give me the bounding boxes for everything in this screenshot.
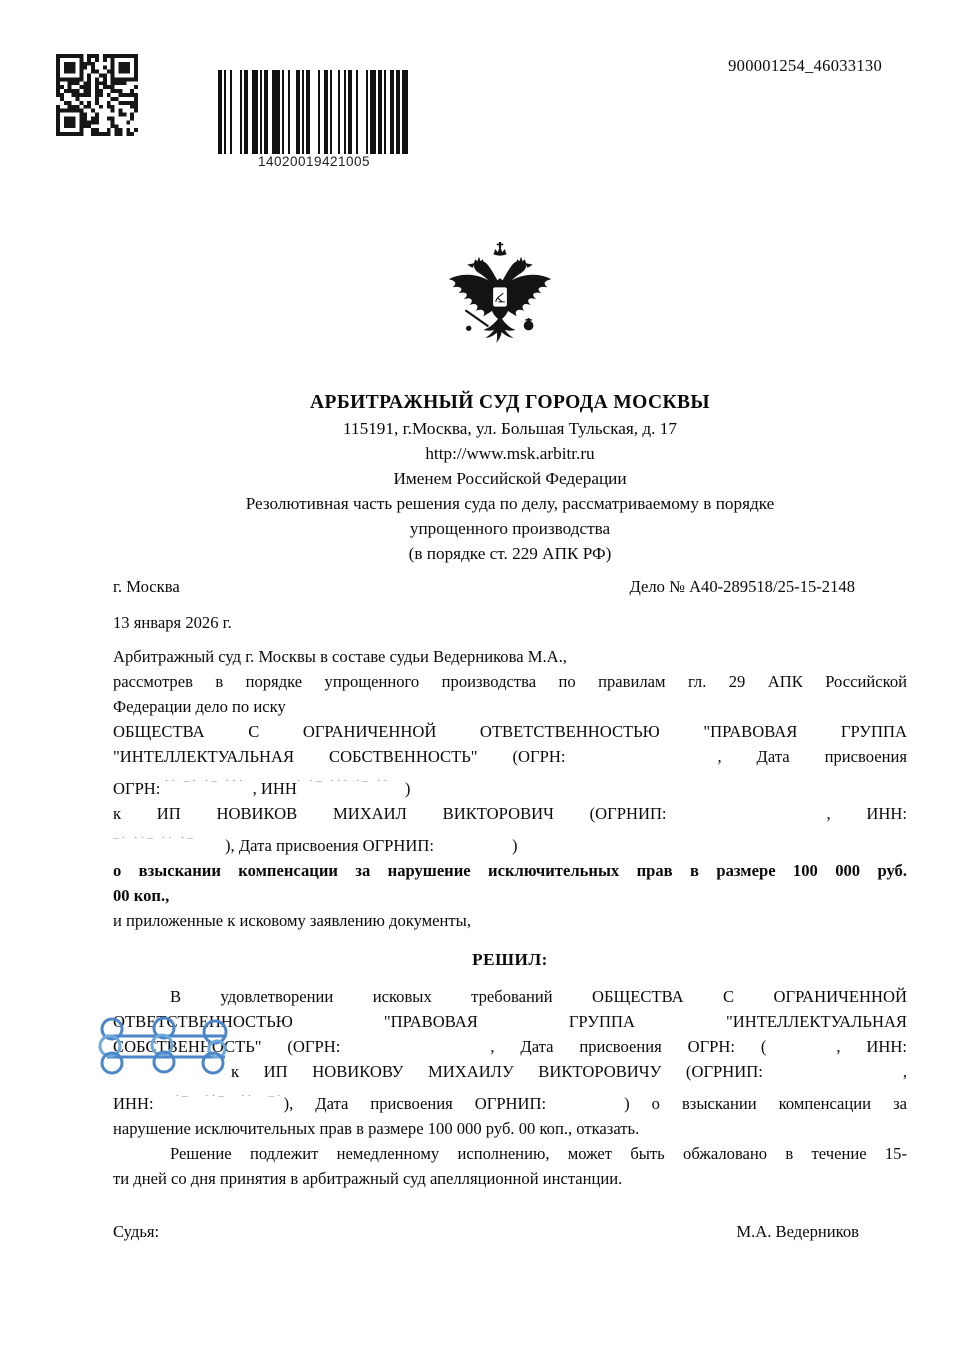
paragraph-defendant: [113, 801, 907, 858]
text-segment: "ИНТЕЛЛЕКТУАЛЬНАЯ СОБСТВЕННОСТЬ" (ОГРН:: [113, 747, 566, 766]
text-segment: , ИНН:: [826, 804, 907, 823]
text-line: В удовлетворении исковых требований ОБЩЕСТВА С ОГРАНИЧЕННОЙ: [170, 987, 907, 1006]
judge-name: М.А. Ведерников: [736, 1222, 859, 1241]
in-name-of-line: Именем Российской Федерации: [393, 469, 627, 488]
paragraph-attachments: и приложенные к исковому заявлению документы,: [113, 911, 471, 930]
barcode-value: 14020019421005: [257, 154, 371, 169]
text-line: ти дней со дня принятия в арбитражный суд апелляционной инстанции.: [113, 1169, 623, 1188]
text-segment: ), Дата присвоения ОГРНИП:: [283, 1094, 547, 1113]
document-body: [113, 390, 907, 1244]
text-segment: ,: [902, 1062, 907, 1081]
redaction-marks: · ·– ··· ·– ··: [296, 775, 391, 787]
paragraph-court-composition: Арбитражный суд г. Москвы в составе судьи Ведерникова М.А.,: [113, 647, 567, 666]
barcode-icon: [218, 70, 410, 154]
text-segment: к ИП НОВИКОВ МИХАИЛ ВИКТОРОВИЧ (ОГРНИП:: [113, 804, 667, 823]
text-segment: , Дата присвоения: [717, 747, 908, 766]
document-id: 900001254_46033130: [728, 56, 882, 75]
text-segment: ), Дата присвоения ОГРНИП:: [225, 836, 434, 855]
redaction-marks: ·· –· ·– ···: [164, 775, 246, 787]
text-line: рассмотрев в порядке упрощенного производства по правилам гл. 29 АПК Российской: [113, 672, 907, 691]
barcode: [218, 70, 410, 169]
text-segment: ): [511, 836, 518, 855]
paragraph-claim: [113, 858, 907, 908]
text-segment: , ИНН:: [836, 1037, 907, 1056]
coat-of-arms-icon: [438, 226, 562, 368]
paragraph-procedure: [113, 669, 907, 719]
text-line: ОТВЕТСТВЕННОСТЬЮ "ПРАВОВАЯ ГРУППА "ИНТЕЛЛЕКТУАЛЬНАЯ: [113, 1012, 907, 1031]
pen-annotation: [95, 1016, 237, 1078]
decision-date: 13 января 2026 г.: [113, 613, 232, 632]
text-segment: ): [404, 779, 411, 798]
qr-code-icon: [56, 54, 138, 136]
court-name: АРБИТРАЖНЫЙ СУД ГОРОДА МОСКВЫ: [310, 392, 710, 413]
case-number: Дело № А40-289518/25-15-2148: [629, 577, 855, 596]
text-segment: , Дата присвоения ОГРН: (: [490, 1037, 767, 1056]
text-segment: ОГРН:: [113, 779, 161, 798]
city-label: г. Москва: [113, 577, 180, 596]
court-website: http://www.msk.arbitr.ru: [425, 444, 595, 463]
text-line: 00 коп.,: [113, 886, 170, 905]
text-segment: ИНН:: [113, 1094, 154, 1113]
subtitle-line-1: Резолютивная часть решения суда по делу, рассматриваемому в порядке: [245, 494, 775, 513]
subtitle-line-2: упрощенного производства: [409, 519, 611, 538]
qr-code: [56, 54, 138, 136]
text-segment: , ИНН: [252, 779, 297, 798]
text-line: [113, 744, 907, 769]
court-address: 115191, г.Москва, ул. Большая Тульская, д. 17: [343, 419, 677, 438]
signature-row: [113, 1219, 907, 1244]
resolution-heading: РЕШИЛ:: [472, 950, 548, 969]
text-segment: к ИП НОВИКОВУ МИХАИЛУ ВИКТОРОВИЧУ (ОГРНИП:: [231, 1062, 763, 1081]
judge-label: Судья:: [113, 1222, 160, 1241]
paragraph-appeal: [113, 1141, 907, 1191]
text-line: Федерации дело по иску: [113, 697, 286, 716]
redaction-marks: ·– ··– ·· –·: [175, 1090, 284, 1102]
text-line: [113, 769, 907, 801]
text-line: нарушение исключительных прав в размере 100 000 руб. 00 коп., отказать.: [113, 1119, 640, 1138]
text-line: [113, 1084, 907, 1116]
case-row: [113, 574, 907, 599]
paragraph-plaintiff: [113, 719, 907, 801]
text-segment: ) о взыскании компенсации за: [624, 1094, 907, 1113]
redaction-marks: –· ··– ·· ·–: [113, 832, 196, 844]
subtitle-line-3: (в порядке ст. 229 АПК РФ): [408, 544, 612, 563]
text-line: Решение подлежит немедленному исполнению, может быть обжаловано в течение 15-: [170, 1144, 907, 1163]
text-line: [113, 826, 907, 858]
text-line: [113, 801, 907, 826]
text-line: ОБЩЕСТВА С ОГРАНИЧЕННОЙ ОТВЕТСТВЕННОСТЬЮ "ПРАВОВАЯ ГРУППА: [113, 722, 907, 741]
text-segment: СОБСТВЕННОСТЬ" (ОГРН:: [113, 1037, 341, 1056]
text-line: о взыскании компенсации за нарушение исключительных прав в размере 100 000 руб.: [113, 861, 907, 880]
